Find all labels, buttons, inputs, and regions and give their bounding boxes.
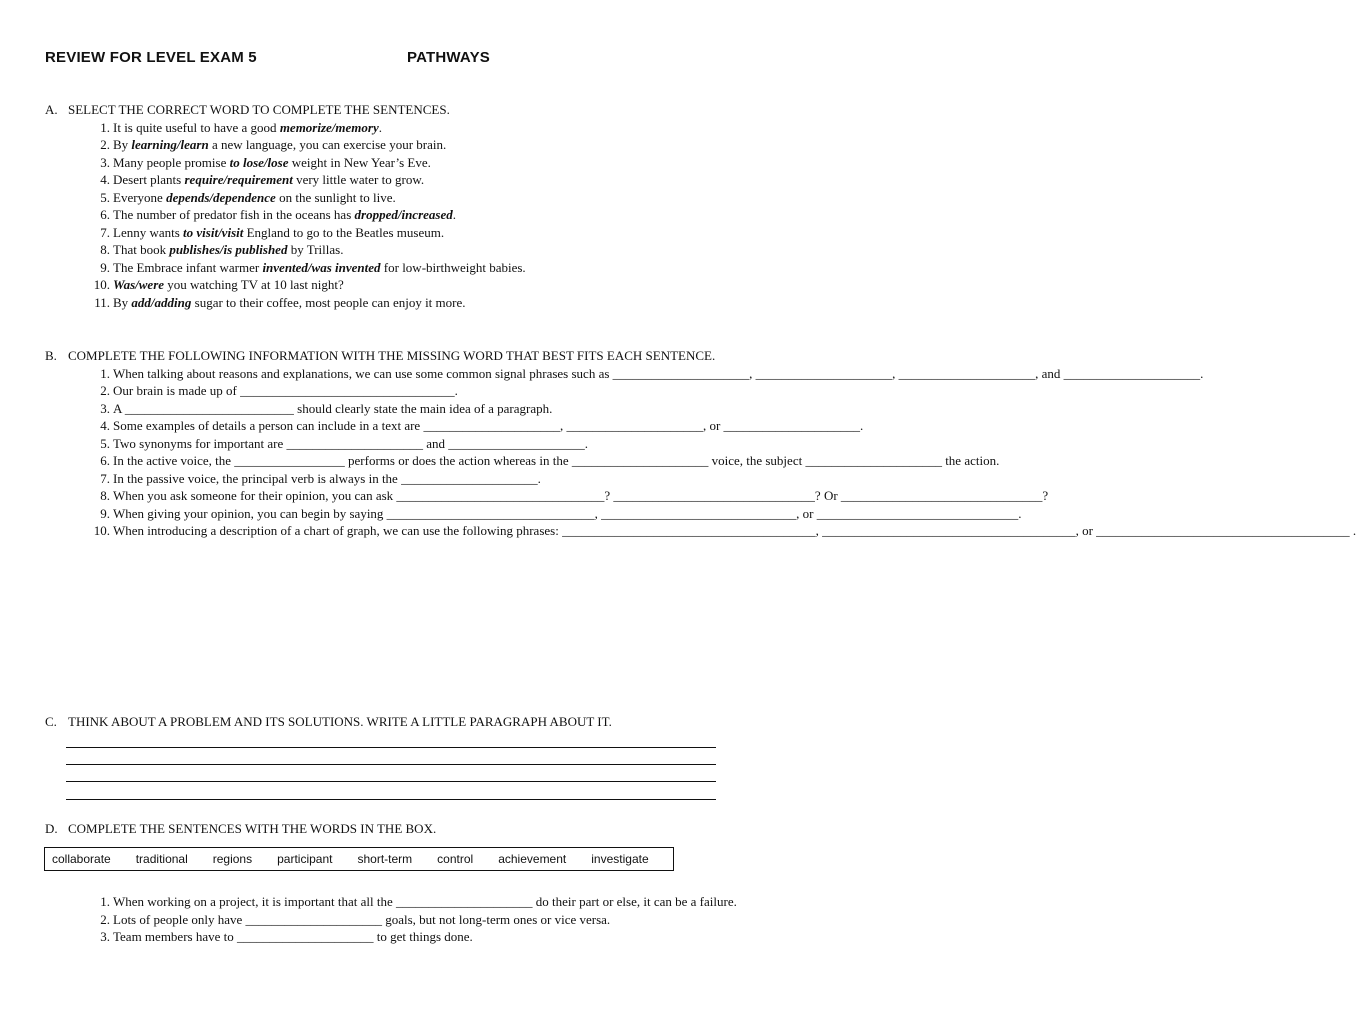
item-text: weight in New Year’s Eve. [288, 154, 431, 170]
word-box [44, 847, 674, 871]
word-choice: learning/learn [131, 137, 209, 152]
writing-line[interactable] [66, 765, 716, 782]
word-choice: invented/was invented [262, 259, 381, 275]
item-number: 2. [100, 383, 110, 398]
item-text: Desert plants [113, 172, 185, 187]
page-title: REVIEW FOR LEVEL EXAM 5 [45, 49, 257, 66]
item-number: 6. [100, 453, 110, 468]
list-item [45, 470, 735, 488]
word-choice: memorize/memory [279, 119, 379, 135]
list-item [45, 452, 1000, 470]
item-text: By [113, 137, 132, 152]
section-title-text: SELECT THE CORRECT WORD TO COMPLETE THE SENTENCES. [68, 102, 450, 117]
word-bank-item: participant [277, 852, 333, 866]
word-choice: to visit/visit [183, 224, 244, 240]
book-title: PATHWAYS [407, 49, 491, 66]
section-b [45, 347, 1356, 540]
item-text: Lots of people only have _____________________ goals, but not long-term ones or vice versa. [113, 911, 611, 927]
section-title-text: COMPLETE THE SENTENCES WITH THE WORDS IN THE BOX. [68, 821, 437, 836]
item-number: 4. [100, 172, 110, 187]
item-number: 2. [100, 137, 110, 152]
item-text: Our brain is made up of _________________________________. [113, 383, 458, 398]
item-text: When introducing a description of a chart of graph, we can use the following phrases: _______________________________________, _______________________________________, or _______________________________________ . [113, 523, 1356, 538]
item-text: In the active voice, the _________________ performs or does the action whereas in the _____________________ voice, the subject _____________________ the action. [113, 453, 1000, 468]
item-text: England to go to the Beatles museum. [243, 224, 445, 240]
item-text: for low-birthweight babies. [380, 259, 526, 275]
item-number: 9. [100, 505, 110, 521]
list-item [45, 382, 735, 400]
list-item [45, 505, 1022, 523]
section-d-items [45, 893, 735, 946]
item-number: 3. [100, 154, 110, 170]
item-text: . [378, 119, 382, 135]
list-item [45, 136, 735, 154]
word-choice: Was/were [113, 277, 165, 292]
item-number: 4. [100, 418, 110, 433]
item-text: you watching TV at 10 last night? [164, 277, 344, 292]
item-number: 11. [94, 294, 110, 310]
list-item [45, 276, 735, 294]
list-item [45, 224, 735, 242]
word-choice: to lose/lose [229, 154, 289, 170]
word-choice: dropped/increased [354, 207, 453, 222]
item-text: by Trillas. [287, 242, 344, 257]
item-number: 1. [100, 119, 110, 135]
list-item [45, 154, 735, 172]
section-letter: B. [45, 348, 57, 363]
list-item [45, 171, 735, 189]
word-bank-item: achievement [498, 852, 567, 866]
section-d-list [45, 893, 735, 946]
item-number: 9. [100, 259, 110, 275]
item-number: 7. [100, 224, 110, 240]
list-item [45, 119, 735, 137]
item-number: 8. [100, 242, 110, 257]
item-text: a new language, you can exercise your brain. [208, 137, 447, 152]
list-item [45, 365, 1204, 383]
word-bank-item: short-term [357, 852, 413, 866]
item-text: When working on a project, it is important that all the _____________________ do their part or else, it can be a failure. [113, 894, 737, 909]
item-text: Many people promise [113, 154, 230, 170]
list-item [45, 259, 735, 277]
list-item [45, 241, 735, 259]
list-item [45, 522, 1356, 540]
section-title-text: THINK ABOUT A PROBLEM AND ITS SOLUTIONS. WRITE A LITTLE PARAGRAPH ABOUT IT. [68, 714, 612, 729]
item-number: 1. [100, 894, 110, 909]
word-bank-item: investigate [591, 852, 649, 866]
item-text: on the sunlight to live. [275, 189, 396, 205]
item-text: In the passive voice, the principal verb is always in the _____________________. [113, 470, 541, 486]
item-text: By [113, 294, 132, 310]
item-text: very little water to grow. [292, 172, 425, 187]
item-number: 1. [100, 365, 110, 381]
item-text: The Embrace infant warmer [113, 259, 263, 275]
section-b-list [45, 365, 1356, 540]
section-b-title [45, 347, 735, 365]
list-item [45, 417, 864, 435]
writing-line[interactable] [66, 731, 716, 748]
item-text: When giving your opinion, you can begin by saying ________________________________, ______________________________, or _______________________________. [113, 505, 1022, 521]
word-bank-item: collaborate [52, 852, 111, 866]
item-number: 5. [100, 189, 110, 205]
section-a-title [45, 101, 735, 119]
word-choice: require/requirement [184, 172, 293, 187]
item-text: The number of predator fish in the oceans has [113, 207, 355, 222]
item-text: A __________________________ should clearly state the main idea of a paragraph. [113, 400, 553, 416]
writing-line[interactable] [66, 748, 716, 765]
item-text: sugar to their coffee, most people can enjoy it more. [191, 294, 466, 310]
word-choice: depends/dependence [166, 189, 276, 205]
section-c [45, 713, 735, 800]
word-bank-item: regions [212, 852, 253, 866]
item-number: 2. [100, 911, 110, 927]
list-item [45, 928, 735, 946]
section-d [45, 820, 735, 838]
item-number: 6. [100, 207, 110, 222]
section-letter: C. [45, 714, 57, 729]
word-bank-item: traditional [135, 852, 188, 866]
section-a-list [45, 119, 735, 312]
section-d-title [45, 820, 735, 838]
list-item [45, 294, 735, 312]
item-number: 3. [100, 400, 110, 416]
word-bank-item: control [437, 852, 474, 866]
word-choice: add/adding [131, 294, 192, 310]
item-number: 7. [100, 470, 110, 486]
item-text: . [452, 207, 456, 222]
item-text: Team members have to _____________________ to get things done. [113, 929, 473, 944]
section-letter: D. [45, 821, 58, 836]
item-number: 3. [100, 929, 110, 944]
item-number: 10. [93, 277, 110, 292]
list-item [45, 487, 1049, 505]
item-number: 5. [100, 435, 110, 451]
item-text: That book [113, 242, 170, 257]
item-text: Two synonyms for important are _____________________ and _____________________. [113, 435, 588, 451]
writing-line[interactable] [66, 782, 716, 799]
item-text: Some examples of details a person can include in a text are _____________________, _____________________, or _____________________. [113, 418, 864, 433]
list-item [45, 911, 735, 929]
item-text: When you ask someone for their opinion, you can ask ________________________________? _______________________________? Or _______________________________? [113, 488, 1049, 503]
list-item [45, 400, 735, 418]
section-letter: A. [45, 102, 58, 117]
list-item [45, 189, 735, 207]
list-item [45, 435, 735, 453]
section-c-title [45, 713, 735, 731]
section-title-text: COMPLETE THE FOLLOWING INFORMATION WITH THE MISSING WORD THAT BEST FITS EACH SENTENCE. [68, 348, 716, 363]
item-text: When talking about reasons and explanations, we can use some common signal phrases such as _____________________, _____________________, _____________________, and _____________________. [113, 365, 1204, 381]
list-item [45, 893, 735, 911]
word-choice: publishes/is published [169, 242, 288, 257]
item-text: Everyone [113, 189, 167, 205]
item-text: Lenny wants [113, 224, 184, 240]
item-number: 10. [93, 523, 110, 538]
item-text: It is quite useful to have a good [113, 119, 280, 135]
section-a [45, 101, 735, 311]
item-number: 8. [100, 488, 110, 503]
list-item [45, 206, 735, 224]
